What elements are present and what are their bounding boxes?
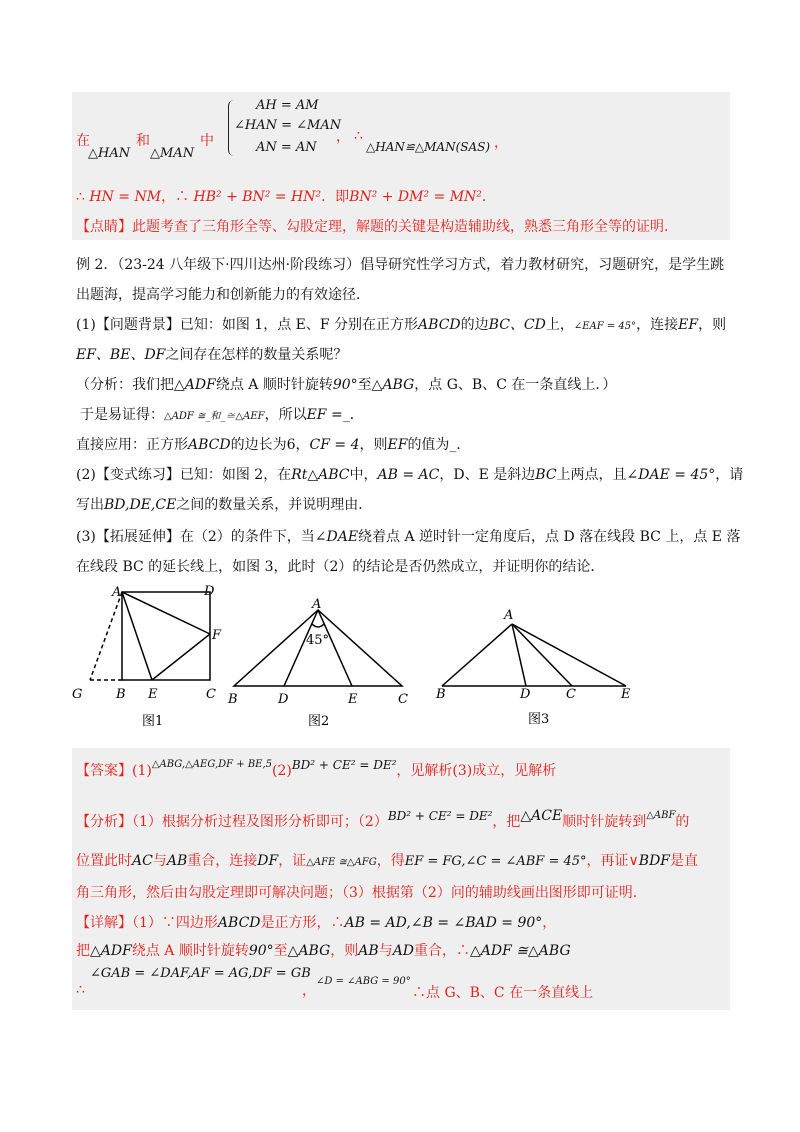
fig1-label-a: A bbox=[112, 585, 122, 600]
detail-l2i: 与 bbox=[378, 943, 393, 959]
fig3-caption: 图3 bbox=[528, 712, 550, 727]
figure-2 bbox=[234, 610, 402, 686]
analysis-p7: 的 bbox=[675, 814, 690, 830]
analysis-l2l: BDF bbox=[638, 853, 671, 869]
detail-l2a: 把 bbox=[76, 943, 90, 959]
fig1-label-d: D bbox=[204, 584, 215, 599]
q2-c: 中， bbox=[349, 467, 378, 483]
q1-l2b: 之间存在怎样的数量关系呢？ bbox=[165, 347, 348, 363]
angle-arc bbox=[312, 624, 324, 627]
fig2-label-d: D bbox=[278, 692, 289, 707]
q1-f: ∠EAF = 45° bbox=[573, 321, 637, 332]
segment-ae bbox=[122, 592, 152, 680]
proof-zhong: 中 bbox=[200, 133, 214, 149]
analysis-l2c: 与 bbox=[152, 853, 167, 869]
detail-l3d: ∠D = ∠ABG = 90° bbox=[316, 976, 411, 987]
easy-c: ，所以 bbox=[264, 407, 307, 423]
analysis-l2i: ，得 bbox=[376, 853, 405, 869]
fig1-label-b: B bbox=[116, 687, 126, 702]
direct-b: ABCD bbox=[188, 437, 231, 453]
fig3-label-a: A bbox=[504, 608, 514, 623]
answer-p5: ，见解析(3)成立，见解析 bbox=[396, 763, 557, 779]
figure-3 bbox=[442, 624, 626, 686]
direct-h: EF bbox=[387, 437, 408, 453]
detail-line2 bbox=[76, 940, 571, 960]
detail-l2h: AB bbox=[358, 943, 379, 959]
direct-e: ， bbox=[295, 437, 310, 453]
fig2-label-b: B bbox=[228, 692, 238, 707]
therefore-mark: ∴ bbox=[76, 189, 85, 205]
q2-i: ，请 bbox=[715, 467, 744, 483]
proof-cond3: AN = AN bbox=[256, 140, 317, 155]
square-abcd bbox=[122, 592, 210, 680]
hint-g: ，点 G、B、C 在一条直线上．） bbox=[414, 377, 617, 393]
analysis-line1 bbox=[76, 808, 689, 831]
q1-c: 的边 bbox=[460, 317, 489, 333]
fig1-label-e: E bbox=[148, 687, 158, 702]
q3-line2: 在线段 BC 的延长线上，如图 3，此时（2）的结论是否仍然成立，并证明你的结论． bbox=[76, 559, 605, 575]
answer-line bbox=[76, 758, 556, 780]
direct-d: 6 bbox=[286, 437, 296, 453]
q1-i: ，则 bbox=[698, 317, 727, 333]
proof-cond1: AH = AM bbox=[256, 98, 319, 113]
segment-ae bbox=[512, 624, 626, 686]
q1-line2 bbox=[76, 344, 347, 364]
analysis-ace: △ACE bbox=[520, 808, 563, 824]
answer-p1: (1) bbox=[132, 763, 152, 779]
q1-a: (1)【问题背景】已知：如图 1，点 E、F 分别在正方形 bbox=[76, 317, 419, 333]
hint-d: 90° bbox=[332, 377, 358, 393]
q3-b: ∠DAE bbox=[314, 529, 359, 545]
proof-he: 和 bbox=[136, 133, 150, 149]
analysis-l2d: AB bbox=[166, 853, 188, 869]
conclusion-line bbox=[76, 186, 496, 206]
analysis-l2f: DF bbox=[257, 853, 279, 869]
segment-ad bbox=[512, 624, 526, 686]
segment-ag-dashed bbox=[90, 592, 122, 680]
direct-apply bbox=[76, 434, 470, 454]
analysis-p3: ，把 bbox=[492, 814, 521, 830]
analysis-l2a: 位置此时 bbox=[76, 853, 132, 869]
ji-text: ．即 bbox=[321, 189, 350, 205]
therefore-mark-2: ，∴ bbox=[161, 189, 190, 205]
detail-p4: AB = AD,∠B = ∠BAD = 90° bbox=[344, 915, 543, 931]
example-line1: 例 2．（23-24 八年级下·四川达州·阶段练习）倡导研究性学习方式，着力教材研究，习题研究，是学生跳 bbox=[76, 257, 725, 273]
analysis-l2g: ，证 bbox=[278, 853, 307, 869]
hint-e: 至 bbox=[357, 377, 372, 393]
detail-l2e: 至 bbox=[273, 943, 288, 959]
analysis-line3: 角三角形，然后由勾股定理即可解决问题；（3）根据第（2）问的辅助线画出图形即可证明. bbox=[76, 885, 638, 901]
detail-p3: 是正方形，∴ bbox=[260, 915, 345, 931]
detail-l3c: ， bbox=[302, 983, 316, 999]
proof-tri1: △HAN bbox=[88, 146, 131, 161]
fig2-label-angle: 45° bbox=[306, 633, 330, 648]
analysis-line2 bbox=[76, 850, 698, 870]
comment-line bbox=[76, 216, 678, 236]
analysis-tag: 【分析】 bbox=[76, 814, 132, 830]
pythag-1: HB² + BN² = HN² bbox=[193, 189, 322, 205]
analysis-l2k: ，再证∨ bbox=[586, 853, 639, 869]
example-line2: 出题海，提高学习能力和创新能力的有效途径． bbox=[76, 287, 370, 303]
fig1-label-c: C bbox=[206, 687, 216, 702]
fig2-label-c: C bbox=[398, 692, 408, 707]
q1-d: BC、CD bbox=[488, 317, 546, 333]
easy-a: 于是易证得： bbox=[80, 407, 164, 423]
q2-h: ∠DAE = 45° bbox=[626, 467, 716, 483]
q2-l2a: 写出 bbox=[76, 497, 104, 513]
q1-line1 bbox=[76, 314, 726, 334]
detail-l2k: 重合，∴ bbox=[414, 943, 471, 959]
proof-congruent: △HAN≌△MAN(SAS) bbox=[366, 140, 491, 154]
proof-zai: 在 bbox=[76, 133, 90, 149]
q3-c: 绕着点 A 逆时针一定角度后，点 D 落在线段 BC 上，点 E 落 bbox=[358, 529, 741, 545]
fig3-label-b: B bbox=[436, 687, 446, 702]
q3-line1 bbox=[76, 526, 740, 546]
analysis-abf: △ABF bbox=[646, 810, 676, 821]
direct-c: 的边长为 bbox=[230, 437, 287, 453]
detail-l2c: 绕点 A 顺时针旋转 bbox=[131, 943, 249, 959]
proof-cond2: ∠HAN = ∠MAN bbox=[234, 118, 342, 133]
analysis-l2j: EF = FG,∠C = ∠ABF = 45° bbox=[404, 854, 587, 869]
detail-l3a: ∴ bbox=[76, 982, 85, 998]
fig1-label-g: G bbox=[72, 687, 83, 702]
analysis-hint bbox=[76, 374, 616, 394]
q1-b: ABCD bbox=[418, 317, 461, 333]
answer-p3: (2) bbox=[272, 763, 292, 779]
segment-ac bbox=[512, 624, 572, 686]
proof-comma: ， bbox=[336, 129, 350, 145]
direct-a: 直接应用：正方形 bbox=[76, 437, 188, 453]
detail-p5: ， bbox=[542, 915, 557, 931]
analysis-l2m: 是直 bbox=[670, 853, 699, 869]
q2-e: ，D、E 是斜边 bbox=[439, 467, 536, 483]
q2-b: Rt△ABC bbox=[291, 467, 350, 483]
figure-1 bbox=[90, 592, 210, 680]
detail-l2j: AD bbox=[392, 943, 415, 959]
analysis-p1: （1）根据分析过程及图形分析即可；（2） bbox=[132, 814, 388, 830]
easy-proof bbox=[80, 404, 364, 424]
detail-l2b: △ADF bbox=[90, 943, 132, 959]
answer-formula: BD² + CE² = DE² bbox=[291, 758, 397, 772]
q2-f: BC bbox=[535, 467, 557, 483]
direct-f: CF = 4 bbox=[309, 437, 360, 453]
hint-f: △ABG bbox=[371, 377, 415, 393]
analysis-l2e: 重合，连接 bbox=[187, 853, 258, 869]
fig2-label-a: A bbox=[312, 597, 322, 612]
easy-b: △ADF ≅_和_≅△AEF bbox=[164, 411, 265, 422]
q2-line1 bbox=[76, 464, 743, 484]
direct-i: 的值为_． bbox=[407, 437, 471, 453]
q1-h: EF bbox=[678, 317, 699, 333]
segment-af bbox=[122, 592, 210, 634]
fig3-label-d: D bbox=[520, 687, 531, 702]
analysis-formula: BD² + CE² = DE² bbox=[387, 809, 493, 823]
fig1-caption: 图1 bbox=[142, 714, 164, 729]
segment-ae bbox=[318, 610, 352, 686]
analysis-p5: 顺时针旋转到 bbox=[562, 814, 647, 830]
q1-l2a: EF、BE、DF bbox=[76, 347, 166, 363]
fig1-label-f: F bbox=[212, 628, 222, 643]
answer-values: △ABG,△AEG,DF + BE,5 bbox=[151, 759, 273, 770]
direct-g: ，则 bbox=[359, 437, 388, 453]
pythag-2: BN² + DM² = MN² bbox=[349, 189, 482, 205]
answer-tag: 【答案】 bbox=[76, 763, 132, 779]
q2-g: 上两点，且 bbox=[556, 467, 627, 483]
q1-g: ，连接 bbox=[636, 317, 679, 333]
comment-text: 此题考查了三角形全等、勾股定理，解题的关键是构造辅助线，熟悉三角形全等的证明． bbox=[132, 219, 678, 235]
detail-l2d: 90° bbox=[248, 943, 274, 959]
triangle-abc bbox=[234, 610, 402, 686]
analysis-l2h: △AFE ≅△AFG bbox=[306, 857, 377, 868]
detail-p1: （1）∵四边形 bbox=[132, 915, 218, 931]
analysis-l2b: AC bbox=[132, 853, 153, 869]
fig3-label-e: E bbox=[621, 687, 631, 702]
detail-l3e: ∴点 G、B、C 在一条直线上 bbox=[412, 985, 594, 1001]
detail-p2: ABCD bbox=[217, 915, 261, 931]
q2-a: (2)【变式练习】已知：如图 2，在 bbox=[76, 467, 292, 483]
easy-d: EF =_ bbox=[306, 407, 350, 423]
detail-l2g: ，则 bbox=[330, 943, 359, 959]
detail-l2l: △ADF ≅△ABG bbox=[470, 943, 571, 959]
comment-tag: 【点睛】 bbox=[76, 219, 132, 235]
period: ． bbox=[481, 189, 496, 205]
proof-tri2: △MAN bbox=[150, 146, 195, 161]
figure-panel bbox=[60, 578, 660, 738]
q3-a: (3)【拓展延伸】在（2）的条件下，当 bbox=[76, 529, 315, 545]
detail-tag: 【详解】 bbox=[76, 915, 132, 931]
proof-therefore: ∴ bbox=[354, 128, 363, 144]
segment-ad bbox=[284, 610, 318, 686]
q2-d: AB = AC bbox=[377, 467, 440, 483]
hn-nm: HN = NM bbox=[89, 189, 162, 205]
q2-line2 bbox=[76, 494, 372, 514]
fig2-label-e: E bbox=[348, 692, 358, 707]
detail-line1 bbox=[76, 912, 556, 932]
q2-l2c: 之间的数量关系，并说明理由． bbox=[176, 497, 373, 513]
hint-c: 绕点 A 顺时针旋转 bbox=[215, 377, 333, 393]
segment-ab bbox=[442, 624, 512, 686]
q1-e: 上， bbox=[545, 317, 574, 333]
easy-e: ． bbox=[349, 407, 364, 423]
detail-l2f: △ABG bbox=[287, 943, 331, 959]
fig2-caption: 图2 bbox=[308, 714, 330, 729]
proof-tail: ， bbox=[494, 135, 508, 151]
q2-l2b: BD,DE,CE bbox=[104, 497, 177, 513]
fig3-label-c: C bbox=[566, 687, 576, 702]
detail-l3b: ∠GAB = ∠DAF,AF = AG,DF = GB bbox=[90, 966, 311, 981]
hint-a: （分析：我们把 bbox=[76, 377, 174, 393]
hint-b: △ADF bbox=[174, 377, 216, 393]
segment-ef bbox=[152, 634, 210, 680]
